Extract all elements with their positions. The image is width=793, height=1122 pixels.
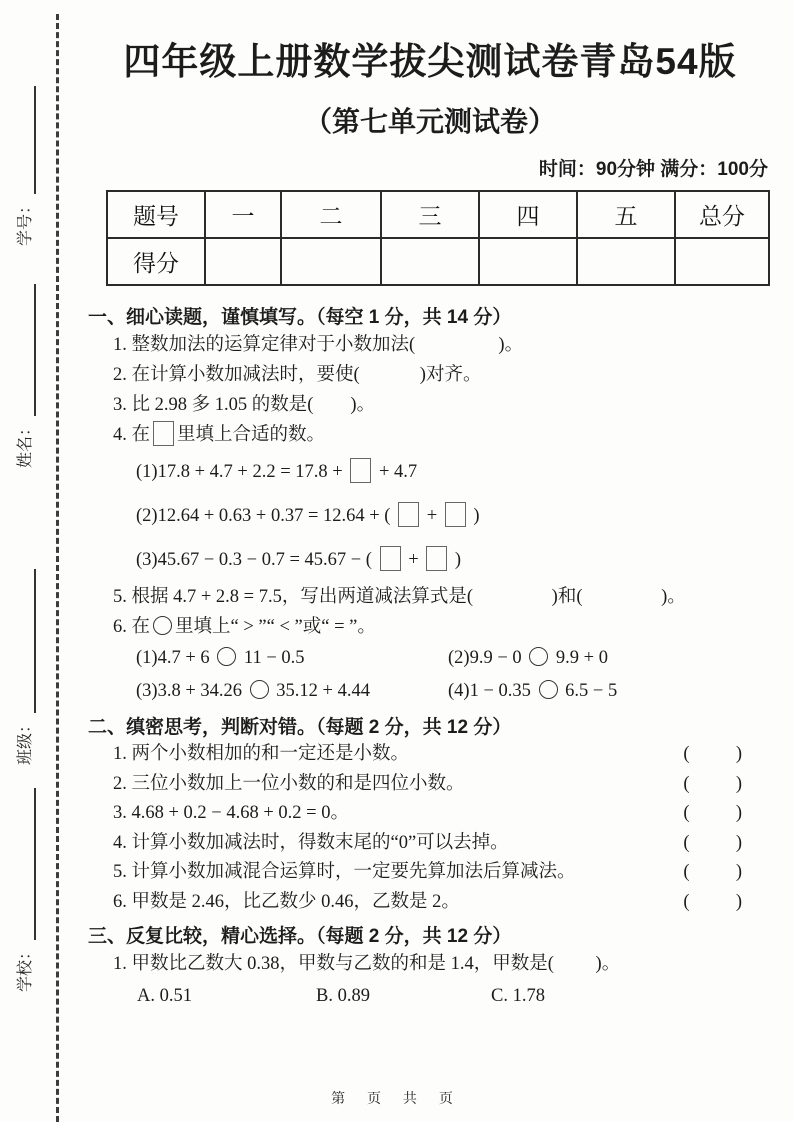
score-table-header-cell: 二 [281, 191, 381, 238]
paper-subtitle: （第七单元测试卷） [303, 106, 556, 138]
fill-blank-box [398, 502, 419, 527]
s2-judge-item [113, 829, 772, 859]
margin-field-student-id [12, 86, 36, 246]
s2-answer-paren-4: ( ) [683, 832, 742, 853]
s3-option-a: A. 0.51 [137, 986, 192, 1007]
score-empty-cell [205, 238, 281, 285]
section-three-heading: 三、反复比较，精心选择。（每题 2 分，共 12 分） [88, 926, 512, 948]
score-table-header-cell: 一 [205, 191, 281, 238]
s1-question-4-3: (3)45.67 − 0.3 − 0.7 = 45.67 − ( + ) [136, 538, 772, 582]
compare-circle [217, 647, 236, 666]
s2-judge-item [113, 799, 772, 829]
paper-title: 四年级上册数学拔尖测试卷青岛54版 [123, 41, 737, 82]
s1-question-6-4: (4)1 − 0.35 6.5 − 5 [448, 681, 618, 702]
student-id-label: 学号： [17, 197, 34, 246]
s3-options-row [137, 981, 772, 1011]
s2-question-4: 4. 计算小数加减法时，得数末尾的“0”可以去掉。 [113, 832, 509, 853]
score-table-header-cell: 总分 [675, 191, 769, 238]
compare-circle [539, 680, 558, 699]
s2-question-2: 2. 三位小数加上一位小数的和是四位小数。 [113, 773, 465, 794]
class-label: 班级： [17, 716, 34, 765]
s2-question-1: 1. 两个小数相加的和一定还是小数。 [113, 744, 410, 765]
compare-circle [153, 616, 172, 635]
s1-question-6-1: (1)4.7 + 6 11 − 0.5 [136, 648, 305, 669]
score-empty-cell [281, 238, 381, 285]
score-empty-cell [381, 238, 479, 285]
score-empty-cell [675, 238, 769, 285]
score-table [106, 190, 770, 286]
s3-option-c: C. 1.78 [491, 986, 545, 1007]
s1-question-6-3: (3)3.8 + 34.26 35.12 + 4.44 [136, 681, 370, 702]
s1-question-1: 1. 整数加法的运算定律对于小数加法( )。 [113, 335, 524, 356]
fill-blank-box [153, 421, 174, 446]
s1-question-4-1: (1)17.8 + 4.7 + 2.2 = 17.8 + + 4.7 [136, 450, 772, 494]
s2-answer-paren-1: ( ) [683, 744, 742, 765]
score-table-header-cell: 题号 [107, 191, 205, 238]
name-label: 姓名： [17, 419, 34, 468]
binding-dashed-line [56, 14, 59, 1122]
s1-question-4: 4. 在 里填上合适的数。 [113, 420, 772, 450]
score-table-header-cell: 五 [577, 191, 675, 238]
page-footer: 第 页 共 页 [331, 1090, 462, 1106]
score-row-label-cell: 得分 [107, 238, 205, 285]
margin-field-name [12, 284, 36, 468]
score-empty-cell [479, 238, 577, 285]
fill-blank-box [426, 546, 447, 571]
s1-question-5: 5. 根据 4.7 + 2.8 = 7.5，写出两道减法算式是( )和( )。 [113, 587, 686, 608]
s2-question-5: 5. 计算小数加减混合运算时，一定要先算加法后算减法。 [113, 862, 576, 883]
school-label: 学校： [17, 943, 34, 992]
fill-blank-box [350, 458, 371, 483]
s2-judge-item [113, 888, 772, 918]
s3-option-b: B. 0.89 [316, 986, 370, 1007]
section-one-heading: 一、细心读题，谨慎填写。（每空 1 分，共 14 分） [88, 307, 512, 329]
s2-answer-paren-3: ( ) [683, 803, 742, 824]
s1-question-3: 3. 比 2.98 多 1.05 的数是( )。 [113, 395, 376, 416]
school-blank-line [20, 788, 36, 940]
fill-blank-box [380, 546, 401, 571]
score-empty-cell [577, 238, 675, 285]
paper-content [88, 0, 772, 1011]
s2-question-6: 6. 甲数是 2.46，比乙数少 0.46，乙数是 2。 [113, 891, 460, 912]
s1-question-2: 2. 在计算小数加减法时，要使( )对齐。 [113, 365, 482, 386]
score-table-score-row [107, 238, 769, 285]
s2-answer-paren-5: ( ) [683, 862, 742, 883]
compare-circle [250, 680, 269, 699]
s2-judge-item [113, 740, 772, 770]
name-blank-line [20, 284, 36, 416]
score-table-header-cell: 三 [381, 191, 479, 238]
score-table-header-cell: 四 [479, 191, 577, 238]
s2-judge-item [113, 770, 772, 800]
s1-question-6: 6. 在 里填上“ > ”“ < ”或“ = ”。 [113, 617, 376, 638]
compare-circle [529, 647, 548, 666]
section-two-heading: 二、缜密思考，判断对错。（每题 2 分，共 12 分） [88, 717, 512, 739]
s1-compare-row-1 [136, 642, 772, 675]
time-score-meta: 时间：90分钟 满分：100分 [538, 159, 768, 181]
fill-blank-box [445, 502, 466, 527]
s3-question-1: 1. 甲数比乙数大 0.38，甲数与乙数的和是 1.4，甲数是( )。 [113, 954, 621, 975]
s2-question-3: 3. 4.68 + 0.2 − 4.68 + 0.2 = 0。 [113, 803, 349, 824]
s1-question-4-2: (2)12.64 + 0.63 + 0.37 = 12.64 + ( + ) [136, 494, 772, 538]
student-id-blank-line [20, 86, 36, 194]
s2-answer-paren-6: ( ) [683, 891, 742, 912]
s1-compare-row-2 [136, 675, 772, 708]
margin-field-class [12, 569, 36, 765]
margin-field-school [12, 788, 36, 992]
class-blank-line [20, 569, 36, 713]
s2-answer-paren-2: ( ) [683, 773, 742, 794]
score-table-header-row [107, 191, 769, 238]
s2-judge-item [113, 858, 772, 888]
s1-question-6-2: (2)9.9 − 0 9.9 + 0 [448, 648, 608, 669]
